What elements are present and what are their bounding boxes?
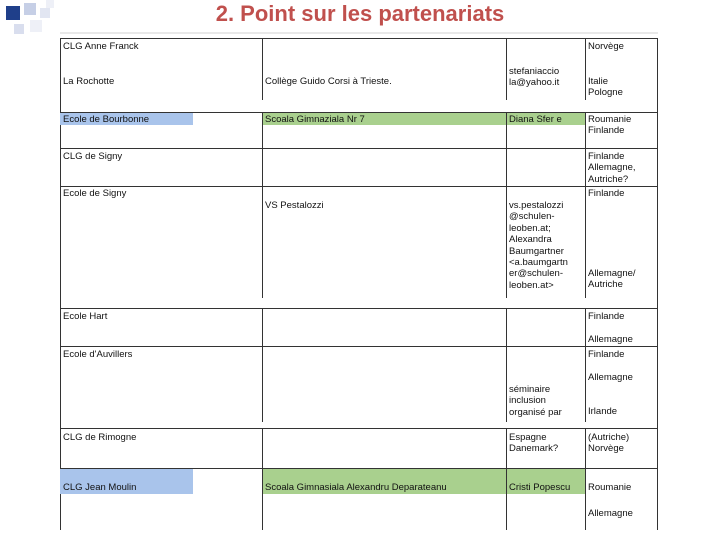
table-row	[60, 428, 658, 468]
partnership-table	[60, 38, 658, 530]
cell-country: Roumanie Finlande	[588, 114, 632, 137]
cell-country: Finlande	[588, 349, 625, 360]
title-underline	[60, 32, 658, 34]
table-row	[60, 468, 658, 494]
cell-country: (Autriche) Norvège	[588, 432, 630, 455]
cell-contact: stefaniaccio la@yahoo.it	[509, 66, 560, 89]
cell-contact: Espagne Danemark?	[509, 432, 559, 455]
cell-school: CLG Anne Franck	[63, 41, 139, 52]
cell-country: Norvège	[588, 41, 624, 52]
cell-school: CLG de Signy	[63, 151, 123, 162]
cell-partner: VS Pestalozzi	[265, 200, 324, 211]
table-row	[60, 362, 658, 422]
cell-country: Finlande Allemagne, Autriche?	[588, 151, 636, 185]
slide-title: 2. Point sur les partenariats	[215, 1, 505, 26]
cell-country: Finlande Allemagne/ Autriche	[588, 188, 636, 291]
cell-contact: vs.pestalozzi @schulen- leoben.at; Alexandra Baumgartner <a.baumgartn er@schulen- leoben.at>	[509, 200, 568, 291]
cell-country: Italie Pologne	[588, 76, 623, 99]
cell-country: Finlande Allemagne	[588, 311, 633, 345]
cell-country: Roumanie	[588, 482, 632, 493]
cell-country: Allemagne Irlande	[588, 372, 633, 418]
table-row	[60, 52, 658, 100]
cell-country: Allemagne	[588, 508, 633, 519]
cell-contact: Diana Sfer e	[509, 114, 562, 125]
table-row	[60, 112, 658, 148]
cell-school: Ecole d'Auvillers	[63, 349, 133, 360]
cell-school: La Rochotte	[63, 76, 115, 87]
cell-school: Ecole Hart	[63, 311, 108, 322]
table-row	[60, 308, 658, 346]
table-row	[60, 148, 658, 186]
table-row	[60, 346, 658, 362]
cell-partner: Collège Guido Corsi à Trieste.	[265, 76, 392, 87]
cell-partner: Scoala Gimnasiala Alexandru Deparateanu	[265, 482, 447, 493]
table-row	[60, 186, 658, 298]
cell-contact: séminaire inclusion organisé par	[509, 384, 562, 418]
cell-school: Ecole de Bourbonne	[63, 114, 150, 125]
cell-school: CLG de Rimogne	[63, 432, 137, 443]
table-row	[60, 494, 658, 530]
cell-school: Ecole de Signy	[63, 188, 127, 199]
cell-partner: Scoala Gimnaziala Nr 7	[265, 114, 365, 125]
cell-school: CLG Jean Moulin	[63, 482, 137, 493]
cell-contact: Cristi Popescu	[509, 482, 571, 493]
table-row	[60, 38, 658, 52]
